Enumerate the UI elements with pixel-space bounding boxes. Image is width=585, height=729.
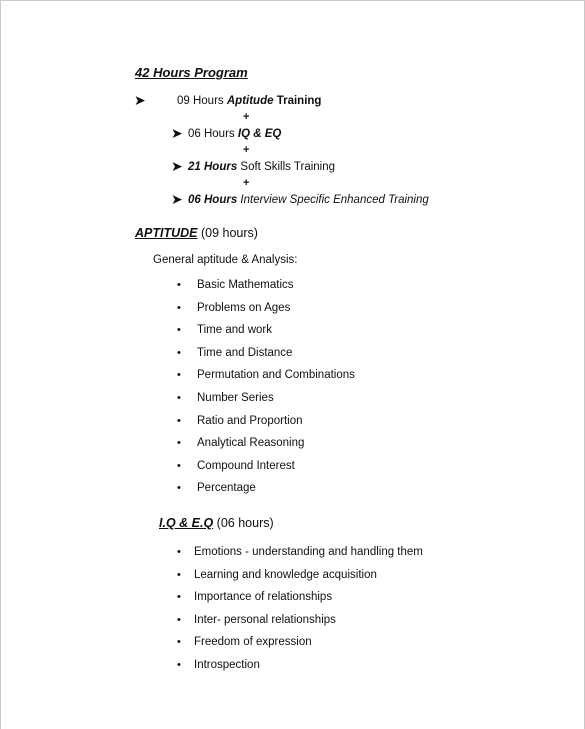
round-bullet-icon: • [177, 324, 181, 337]
list-item-text: Number Series [197, 391, 274, 404]
list-item-text: Permutation and Combinations [197, 369, 355, 382]
round-bullet-icon: • [177, 346, 181, 359]
round-bullet-icon: • [177, 636, 181, 649]
list-item [177, 568, 423, 592]
round-bullet-icon: • [177, 391, 181, 404]
list-item [177, 437, 355, 460]
list-item-text: Percentage [197, 482, 256, 495]
list-item [177, 301, 355, 325]
program-item-1-suffix: Training [276, 95, 322, 107]
list-item [177, 459, 355, 483]
list-item-text: Time and Distance [197, 346, 293, 359]
round-bullet-icon: • [177, 546, 181, 558]
round-bullet-icon: • [177, 658, 181, 671]
aptitude-heading-line [135, 226, 258, 240]
aptitude-list [177, 279, 355, 505]
list-item [177, 482, 355, 505]
round-bullet-icon: • [177, 301, 181, 314]
plus-sign: + [243, 111, 250, 123]
arrow-bullet-icon: ➤ [134, 92, 146, 108]
program-item-3 [188, 161, 335, 173]
list-item [177, 546, 423, 569]
list-item [177, 613, 423, 637]
iqeq-duration: (06 hours) [216, 516, 274, 530]
program-item-3-hours: 21 Hours [188, 161, 238, 173]
program-item-2-subject: IQ & EQ [237, 128, 282, 140]
list-item-text: Introspection [194, 658, 260, 671]
program-item-1-hours: 09 Hours [177, 95, 224, 107]
round-bullet-icon: • [177, 279, 181, 291]
iqeq-list [177, 546, 423, 682]
list-item-text: Learning and knowledge acquisition [194, 568, 377, 581]
round-bullet-icon: • [177, 568, 181, 581]
plus-sign: + [243, 144, 250, 156]
round-bullet-icon: • [177, 414, 181, 427]
list-item-text: Inter- personal relationships [194, 613, 336, 626]
plus-sign: + [243, 177, 250, 189]
round-bullet-icon: • [177, 591, 181, 604]
aptitude-heading: APTITUDE [135, 226, 198, 240]
arrow-bullet-icon: ➤ [171, 158, 183, 174]
iqeq-heading-line [159, 516, 274, 530]
program-item-1 [177, 95, 321, 107]
list-item [177, 346, 355, 370]
list-item-text: Analytical Reasoning [197, 437, 305, 450]
list-item [177, 279, 355, 302]
list-item [177, 391, 355, 415]
arrow-bullet-icon: ➤ [171, 125, 183, 141]
program-title: 42 Hours Program [135, 65, 248, 80]
list-item [177, 324, 355, 347]
list-item-text: Time and work [197, 324, 272, 337]
list-item [177, 591, 423, 614]
list-item-text: Importance of relationships [194, 591, 333, 604]
program-item-1-subject: Aptitude [226, 95, 274, 107]
program-item-2 [188, 128, 281, 140]
list-item [177, 369, 355, 392]
iqeq-heading: I.Q & E.Q [159, 516, 214, 530]
round-bullet-icon: • [177, 437, 181, 450]
round-bullet-icon: • [177, 613, 181, 626]
aptitude-intro: General aptitude & Analysis: [153, 254, 298, 266]
list-item [177, 658, 423, 682]
program-item-4-subject: Interview Specific Enhanced Training [240, 194, 429, 206]
round-bullet-icon: • [177, 369, 181, 382]
list-item-text: Emotions - understanding and handling them [194, 546, 423, 558]
list-item-text: Freedom of expression [194, 636, 312, 649]
list-item-text: Basic Mathematics [197, 279, 294, 291]
arrow-bullet-icon: ➤ [171, 191, 183, 207]
program-item-4 [188, 194, 429, 206]
program-item-3-subject: Soft Skills Training [240, 161, 336, 173]
program-item-4-hours: 06 Hours [188, 194, 238, 206]
aptitude-duration: (09 hours) [200, 226, 258, 240]
list-item [177, 414, 355, 438]
list-item [177, 636, 423, 659]
list-item-text: Compound Interest [197, 459, 295, 472]
list-item-text: Problems on Ages [197, 301, 291, 314]
list-item-text: Ratio and Proportion [197, 414, 303, 427]
program-item-2-hours: 06 Hours [188, 128, 235, 140]
round-bullet-icon: • [177, 459, 181, 472]
round-bullet-icon: • [177, 482, 181, 495]
